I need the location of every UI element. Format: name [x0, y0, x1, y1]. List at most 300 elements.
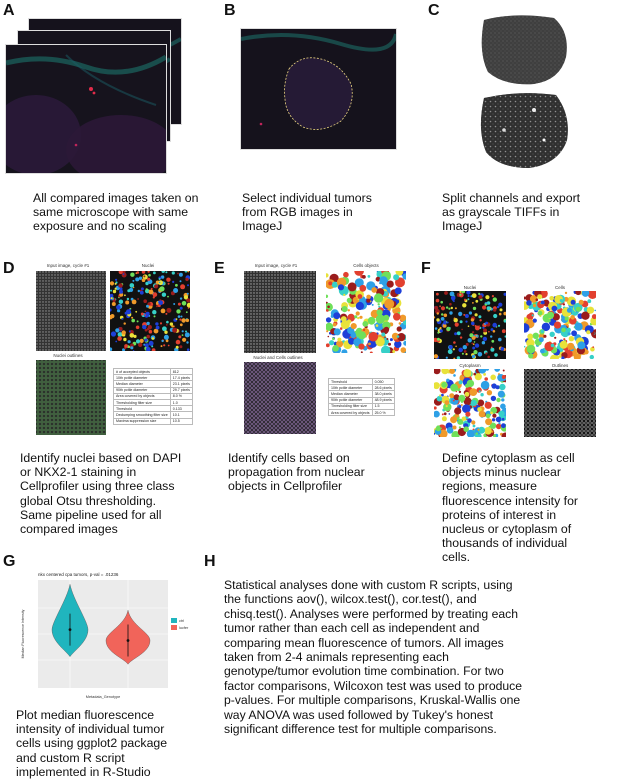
stat-text-line: Statistical analyses done with custom R scripts, using: [224, 578, 513, 592]
segmented-object: [440, 329, 443, 332]
segmented-object: [179, 345, 182, 348]
caption-line: objects minus nuclear: [442, 465, 561, 480]
segmented-object: [166, 339, 169, 342]
segmented-object: [547, 319, 550, 322]
y-axis-label: Median Fluorescence Intensity: [21, 609, 25, 659]
segmented-object: [434, 316, 435, 318]
segmented-object: [159, 286, 164, 291]
segmented-object: [468, 295, 470, 297]
segmented-object: [449, 327, 451, 329]
segmented-object: [439, 305, 441, 307]
segmented-object: [494, 353, 498, 357]
segmented-object: [384, 327, 390, 333]
segmented-object: [567, 343, 574, 350]
segmented-object: [493, 309, 496, 312]
segmented-object: [487, 356, 490, 359]
segmented-object: [441, 313, 443, 315]
segmented-object: [110, 290, 112, 292]
segmented-object: [374, 293, 383, 302]
segmented-object: [357, 317, 359, 319]
outlines-title: Outlines: [551, 363, 569, 368]
input-image-gray: [36, 271, 106, 351]
segmented-object: [146, 335, 150, 339]
segmented-object: [437, 396, 443, 402]
segmented-object: [484, 377, 488, 381]
caption-line: same microscope with same: [33, 205, 189, 220]
segmented-object: [161, 309, 166, 314]
segmented-object: [454, 318, 456, 320]
stat-label: Median diameter: [114, 381, 171, 387]
segmented-object: [533, 304, 536, 307]
segmented-object: [485, 322, 488, 325]
segmented-object: [550, 332, 555, 337]
segmented-object: [158, 300, 163, 305]
segmented-object: [483, 328, 487, 332]
segmented-object: [359, 316, 362, 319]
stat-text-line: comparing mean fluorescence of tumors. All images: [224, 635, 504, 650]
segmented-object: [465, 314, 469, 318]
stat-label: Median diameter: [329, 391, 373, 397]
segmented-object: [496, 417, 502, 423]
caption-panel-g: [16, 708, 167, 779]
segmented-object: [176, 340, 181, 345]
segmented-object: [483, 337, 487, 341]
segmented-object: [115, 288, 117, 290]
outlines-title: Nuclei and Cells outlines: [253, 355, 303, 360]
segmented-object: [358, 344, 364, 350]
caption-panel-e: [228, 451, 365, 494]
segmented-object: [540, 349, 545, 354]
segmented-object: [173, 288, 178, 293]
segmented-object: [475, 313, 478, 316]
segmented-object: [471, 400, 477, 406]
cells-objects-image: [326, 271, 406, 353]
x-axis-label: Metadata_Genotype: [85, 695, 121, 699]
segmented-object: [479, 319, 481, 321]
segmented-object: [536, 298, 539, 301]
segmented-object: [188, 307, 190, 309]
segmented-object: [437, 332, 439, 334]
stat-value: 28.6 pixels: [372, 385, 394, 391]
caption-line: Same pipeline used for all: [20, 507, 162, 522]
segmented-object: [332, 338, 335, 341]
segmented-object: [359, 285, 366, 292]
segmented-object: [338, 284, 344, 290]
segmented-object: [152, 348, 156, 351]
segmented-object: [532, 314, 534, 316]
segmented-object: [528, 353, 533, 358]
segmented-object: [436, 425, 440, 429]
segmented-object: [161, 340, 163, 342]
segmented-object: [180, 284, 185, 289]
segmented-object: [341, 349, 347, 353]
segmented-object: [112, 302, 116, 306]
segmented-object: [131, 317, 133, 319]
segmented-object: [137, 271, 140, 274]
segmented-object: [449, 369, 455, 374]
panel-label-f: F: [421, 260, 431, 277]
segmented-object: [502, 418, 505, 421]
segmented-object: [492, 418, 495, 421]
segmented-object: [140, 291, 144, 295]
segmented-object: [490, 375, 496, 381]
segmented-object: [155, 322, 158, 325]
stat-value: 0.133: [170, 406, 192, 412]
segmented-object: [586, 330, 590, 334]
violin-chart-svg: [18, 568, 198, 703]
segmented-object: [469, 388, 477, 396]
segmented-object: [334, 328, 341, 335]
panel-label-h: H: [204, 553, 216, 570]
segmented-object: [149, 290, 154, 295]
segmented-object: [172, 328, 177, 333]
segmented-object: [459, 426, 461, 428]
caption-line: Plot median fluorescence: [16, 708, 155, 722]
caption-line: thousands of individual: [442, 536, 568, 551]
segmented-object: [135, 311, 137, 313]
segmented-object: [459, 391, 461, 393]
segmented-object: [446, 379, 449, 382]
segmented-object: [136, 339, 140, 343]
segmented-object: [347, 298, 352, 303]
panel-e-figure: [226, 263, 416, 443]
segmented-object: [146, 312, 150, 316]
caption-line: ImageJ: [242, 219, 283, 234]
segmented-object: [501, 398, 504, 401]
caption-line: cells using ggplot2 package: [16, 736, 168, 751]
segmented-object: [481, 381, 490, 390]
segmented-object: [551, 344, 555, 348]
segmented-object: [579, 300, 584, 305]
segmented-object: [473, 350, 477, 354]
caption-line: exposure and no scaling: [33, 219, 167, 234]
segmented-object: [153, 292, 158, 297]
segmented-object: [187, 303, 190, 308]
segmented-object: [539, 337, 544, 342]
segmented-object: [491, 347, 493, 349]
segmented-object: [462, 417, 466, 421]
legend-swatch-lucfer: [171, 625, 177, 630]
caption-line: All compared images taken on: [33, 191, 199, 205]
segmented-object: [458, 312, 462, 316]
segmented-object: [166, 308, 171, 313]
segmented-object: [448, 349, 453, 354]
segmented-object: [478, 293, 480, 295]
segmented-object: [451, 296, 456, 301]
cells-title: Cells objects: [353, 263, 379, 268]
outlines-title: Nuclei outlines: [53, 353, 83, 358]
segmented-object: [493, 330, 496, 333]
segmented-object: [135, 277, 139, 281]
segmented-object: [567, 308, 572, 313]
segmented-object: [129, 330, 131, 332]
segmented-object: [450, 384, 458, 392]
segmented-object: [543, 335, 546, 338]
segmented-object: [497, 425, 500, 428]
caption-line: regions, measure: [442, 479, 538, 494]
segmented-object: [436, 318, 439, 321]
segmented-object: [587, 299, 591, 303]
segmented-object: [496, 398, 500, 402]
segmented-object: [130, 283, 135, 288]
segmented-object: [575, 323, 583, 331]
segmented-object: [446, 405, 448, 407]
caption-line: Identify cells based on: [228, 451, 350, 465]
segmented-object: [142, 271, 146, 274]
stat-text-line: p-values. For multiple comparisons, Kruskal-Wallis one: [224, 693, 521, 708]
segmented-object: [180, 307, 183, 310]
segmented-object: [178, 335, 181, 338]
segmented-object: [184, 295, 188, 299]
segmented-object: [111, 297, 113, 299]
segmented-object: [187, 293, 189, 295]
segmented-object: [161, 275, 164, 278]
stat-value: 1.5: [372, 403, 394, 409]
segmented-object: [180, 323, 183, 326]
segmented-object: [362, 275, 366, 279]
segmented-object: [368, 275, 371, 278]
segmented-object: [441, 382, 447, 388]
segmented-object: [571, 330, 577, 336]
cytoplasm-title: Cytoplasm: [459, 363, 481, 368]
segmented-object: [446, 306, 448, 308]
segmented-object: [397, 326, 402, 331]
segmented-object: [434, 369, 441, 374]
segmented-object: [149, 330, 153, 334]
segmented-object: [568, 332, 571, 335]
segmented-object: [145, 311, 147, 313]
stat-value: 10.5: [170, 418, 192, 424]
stat-label: Thresholding filter size: [114, 399, 171, 405]
segmented-object: [333, 323, 337, 327]
segmented-object: [181, 318, 185, 322]
segmented-object: [168, 345, 170, 347]
segmented-object: [386, 338, 388, 340]
segmented-object: [492, 414, 496, 418]
segmented-object: [326, 273, 329, 277]
caption-line: proteins of interest in: [442, 507, 557, 522]
segmented-object: [152, 337, 155, 340]
segmented-object: [145, 343, 149, 347]
segmented-object: [436, 293, 439, 296]
segmented-object: [563, 338, 565, 340]
segmented-object: [477, 429, 479, 431]
segmented-object: [437, 312, 439, 314]
segmented-object: [443, 320, 446, 323]
segmented-object: [154, 315, 156, 317]
panel-label-c: C: [428, 2, 440, 19]
segmented-object: [381, 346, 390, 353]
segmented-object: [500, 404, 506, 410]
segmented-object: [469, 311, 472, 314]
segmented-object: [348, 282, 357, 291]
segmented-object: [571, 300, 576, 305]
segmented-object: [441, 394, 444, 397]
stat-value: 812: [170, 369, 192, 375]
segmented-object: [471, 420, 475, 424]
stat-value: 17.4 pixels: [170, 375, 192, 381]
caption-line: nucleus or cytoplasm of: [442, 522, 572, 537]
segmented-object: [142, 278, 146, 282]
segmented-object: [173, 325, 175, 327]
grayscale-channel-2-image: [474, 90, 574, 170]
segmented-object: [487, 390, 492, 395]
segmented-object: [533, 319, 537, 323]
stat-value: 1.0: [170, 399, 192, 405]
stat-value: 8.0 %: [170, 393, 192, 399]
segmented-object: [502, 375, 506, 379]
segmented-object: [182, 334, 184, 336]
segmented-object: [388, 343, 391, 346]
panel-label-b: B: [224, 2, 236, 19]
segmented-object: [125, 301, 129, 305]
segmented-object: [504, 293, 507, 296]
segmented-object: [115, 283, 117, 285]
segmented-object: [130, 333, 135, 338]
caption-line: from RGB images in: [242, 205, 353, 220]
segmented-object: [128, 340, 131, 343]
panel-h-text: [224, 578, 522, 736]
caption-line: Split channels and export: [442, 191, 581, 205]
segmented-object: [366, 295, 371, 300]
segmented-object: [147, 328, 150, 331]
nuclei-cells-outlines-image: [244, 362, 316, 434]
segmented-object: [379, 276, 387, 284]
segmented-object: [180, 297, 182, 299]
stat-value: 29.7 pixels: [170, 387, 192, 393]
segmented-object: [463, 369, 471, 377]
segmented-object: [468, 325, 470, 327]
segmented-object: [457, 404, 459, 406]
segmented-object: [378, 303, 380, 305]
segmented-object: [124, 344, 128, 348]
segmented-object: [124, 322, 126, 324]
segmented-object: [455, 323, 459, 327]
segmented-object: [471, 322, 475, 326]
panel-d-figure: [18, 263, 204, 443]
segmented-object: [473, 307, 476, 310]
segmented-object: [449, 413, 451, 415]
segmented-object: [162, 271, 165, 273]
segmented-object: [472, 355, 475, 358]
segmented-object: [460, 336, 462, 338]
segmented-object: [176, 318, 178, 320]
segmented-object: [149, 341, 154, 346]
segmented-object: [326, 295, 328, 298]
segmented-object: [485, 402, 492, 409]
segmented-object: [351, 323, 357, 329]
segmented-object: [441, 317, 445, 321]
segmented-object: [587, 307, 594, 314]
caption-line: or NKX2-1 staining in: [20, 465, 137, 480]
segmented-object: [473, 373, 476, 376]
violin-chart: [18, 568, 198, 703]
segmented-object: [333, 312, 340, 319]
nuclei-objects-image: [110, 271, 190, 351]
segmented-object: [469, 333, 473, 337]
stat-text-line: the functions aov(), wilcox.test(), cor.test(), and: [224, 592, 477, 607]
segmented-object: [439, 394, 441, 396]
segmented-object: [130, 346, 133, 349]
segmented-object: [185, 278, 188, 281]
nuclei-title: Nuclei: [463, 285, 477, 290]
segmented-object: [381, 333, 385, 337]
segmented-object: [185, 332, 190, 337]
segmented-object: [463, 345, 467, 349]
segmented-object: [366, 299, 370, 303]
segmented-object: [453, 400, 455, 402]
segmented-object: [165, 271, 167, 273]
segmented-object: [152, 310, 156, 314]
segmented-object: [175, 284, 178, 287]
segmented-object: [499, 384, 505, 390]
stat-value: 23.1 pixels: [170, 381, 192, 387]
segmented-object: [594, 310, 596, 312]
segmented-object: [181, 316, 183, 318]
segmented-object: [182, 338, 186, 342]
segmented-object: [121, 318, 123, 320]
segmented-object: [590, 347, 595, 352]
segmented-object: [162, 293, 166, 297]
segmented-object: [403, 341, 406, 346]
stat-label: Threshold: [329, 379, 373, 385]
segmented-object: [445, 400, 450, 405]
segmented-object: [179, 319, 181, 321]
segmented-object: [162, 326, 167, 331]
segmented-object: [186, 319, 189, 322]
segmented-object: [541, 301, 545, 305]
segmented-object: [148, 302, 151, 305]
segmented-object: [165, 313, 167, 315]
segmented-object: [476, 432, 478, 434]
nuclei-stats-table: [113, 368, 193, 425]
segmented-object: [116, 305, 120, 309]
segmented-object: [473, 335, 475, 337]
segmented-object: [185, 331, 187, 333]
segmented-object: [449, 345, 453, 349]
segmented-object: [485, 295, 489, 299]
f-nuclei-image: [434, 291, 506, 359]
segmented-object: [475, 343, 479, 347]
segmented-object: [138, 290, 140, 292]
segmented-object: [577, 341, 585, 349]
segmented-object: [590, 355, 594, 359]
segmented-object: [547, 312, 554, 319]
stat-label: Area covered by objects: [114, 393, 171, 399]
segmented-object: [441, 306, 445, 310]
segmented-object: [500, 347, 504, 351]
segmented-object: [498, 325, 500, 327]
segmented-object: [187, 284, 189, 286]
segmented-object: [348, 309, 350, 311]
chart-title: nkx centered cpa tumors, p-val = .01236: [38, 572, 119, 577]
segmented-object: [140, 339, 144, 343]
segmented-object: [176, 309, 180, 313]
segmented-object: [541, 330, 544, 333]
segmented-object: [156, 305, 158, 307]
segmented-object: [465, 321, 467, 323]
segmented-object: [137, 298, 139, 300]
segmented-object: [110, 347, 112, 351]
violin-median-ctrl: [69, 628, 72, 631]
caption-line: implemented in R-Studio: [16, 764, 151, 779]
segmented-object: [329, 340, 334, 345]
segmented-object: [326, 309, 329, 312]
segmented-object: [376, 324, 379, 327]
segmented-object: [133, 350, 135, 351]
segmented-object: [486, 414, 491, 419]
segmented-object: [341, 316, 347, 322]
